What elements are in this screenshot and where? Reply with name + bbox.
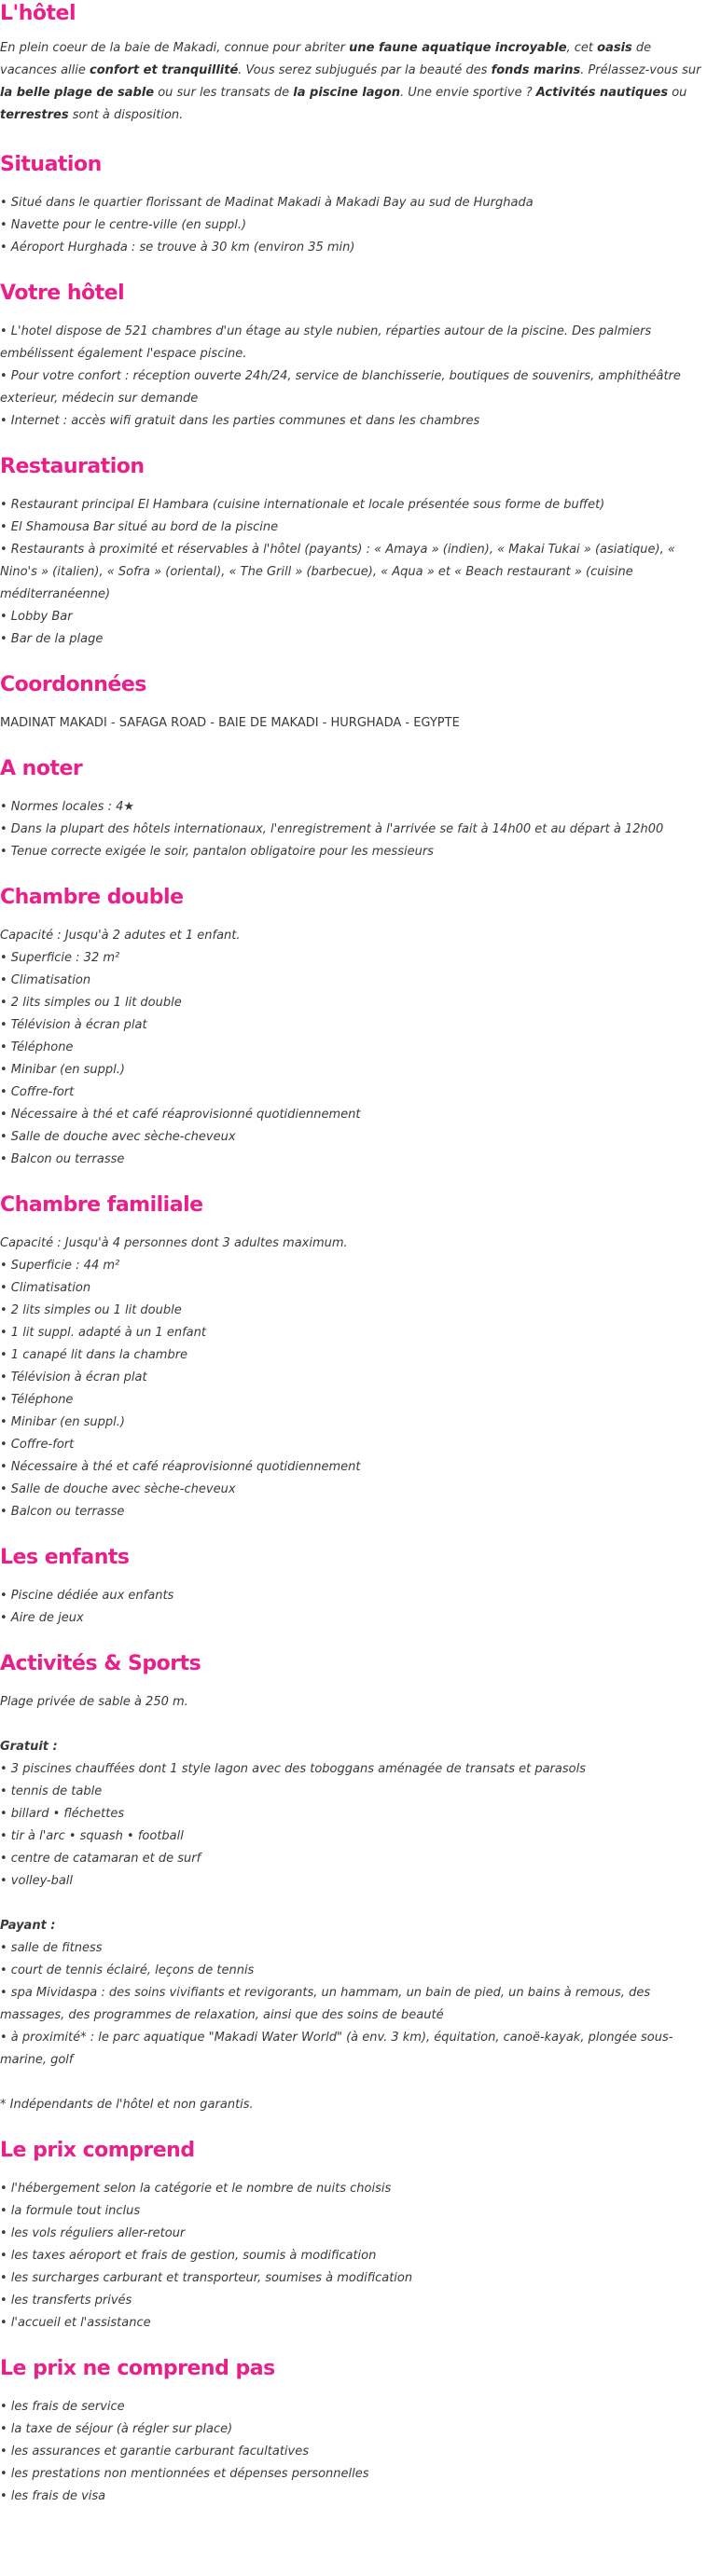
list-item: • à proximité* : le parc aquatique "Makadi Water World" (à env. 3 km), équitation, canoë-kayak, plongée sous-marine, golf [0,2031,673,2067]
list-item: • tennis de table [0,1784,103,1798]
section-title-prix-ne-comprend-pas: Le prix ne comprend pas [0,2357,275,2380]
enfants-list [0,1585,701,1630]
list-item: • Télévision à écran plat [0,1018,147,1032]
list-item: • Coffre-fort [0,1438,75,1452]
beach-info: Plage privée de sable à 250 m. [0,1695,188,1709]
list-item: • Restaurant principal El Hambara (cuisine internationale et locale présentée sous forme de buffet) [0,498,605,512]
intro-text: En plein coeur de la baie de Makadi, connue pour abriter [0,41,350,55]
list-item: • centre de catamaran et de surf [0,1852,201,1866]
section-title-a-noter: A noter [0,757,83,780]
section-title-prix-comprend: Le prix comprend [0,2139,195,2162]
intro-bold: oasis [597,41,632,55]
payant-list [0,1937,701,2072]
capacity: Capacité : Jusqu'à 4 personnes dont 3 adultes maximum. [0,1236,348,1250]
list-item: • 1 lit suppl. adapté à un 1 enfant [0,1326,206,1340]
footnote: * Indépendants de l'hôtel et non garantis. [0,2098,254,2112]
list-item: • El Shamousa Bar situé au bord de la piscine [0,520,279,534]
list-item: • billard • fléchettes [0,1807,125,1821]
section-title-votre-hotel: Votre hôtel [0,282,125,305]
section-title-coordonnees: Coordonnées [0,673,146,696]
intro-bold: terrestres [0,108,69,122]
intro-text: sont à disposition. [68,108,184,122]
list-item: • Dans la plupart des hôtels internationaux, l'enregistrement à l'arrivée se fait à 14h00 et au départ à 12h00 [0,822,664,836]
list-item: • L'hotel dispose de 521 chambres d'un étage au style nubien, réparties autour de la piscine. Des palmiers embélissent également l'espace piscine. [0,324,652,361]
list-item: • Climatisation [0,973,91,987]
section-chambre-double [0,884,701,1171]
list-item: • les prestations non mentionnées et dépenses personnelles [0,2467,369,2481]
list-item: • 3 piscines chauffées dont 1 style lagon avec des toboggans aménagée de transats et parasols [0,1762,586,1776]
list-item: • Internet : accès wifi gratuit dans les parties communes et dans les chambres [0,414,480,428]
list-item: • spa Mividaspa : des soins vivifiants et revigorants, un hammam, un bain de pied, un bains à remous, des massages, des programmes de relaxation, ainsi que des soins de beauté [0,1986,651,2022]
intro-text: ou sur les transats de [154,86,294,100]
section-prix-comprend [0,2137,701,2335]
list-item: • Bar de la plage [0,632,104,646]
restauration-list [0,494,701,651]
chambre-familiale-list [0,1255,701,1523]
section-title-situation: Situation [0,153,102,176]
list-item: • Navette pour le centre-ville (en suppl.) [0,218,247,232]
intro-bold: confort et tranquillité [90,63,239,77]
section-title-chambre-double: Chambre double [0,886,184,909]
section-title-activites: Activités & Sports [0,1652,201,1675]
intro-text: ou [668,86,687,100]
list-item: • Salle de douche avec sèche-cheveux [0,1130,236,1144]
list-item: • la formule tout inclus [0,2204,141,2218]
list-item: • Situé dans le quartier florissant de Madinat Makadi à Makadi Bay au sud de Hurghada [0,196,534,210]
list-item: • Téléphone [0,1393,74,1407]
hotel-intro [0,37,701,127]
list-item: • Minibar (en suppl.) [0,1063,125,1077]
list-item: • Nécessaire à thé et café réaprovisionné quotidiennement [0,1108,361,1122]
intro-text: . Prélassez-vous sur [580,63,701,77]
section-title-restauration: Restauration [0,455,145,478]
section-situation [0,151,701,259]
capacity: Capacité : Jusqu'à 2 adutes et 1 enfant. [0,929,241,943]
list-item: • Salle de douche avec sèche-cheveux [0,1482,236,1496]
section-activites [0,1650,701,2116]
prix-ne-comprend-pas-list [0,2396,701,2508]
gratuit-list [0,1758,701,1893]
intro-bold: une faune aquatique incroyable [349,41,567,55]
list-item: • Climatisation [0,1281,91,1295]
list-item: • les frais de service [0,2400,125,2414]
list-item: • les assurances et garantie carburant facultatives [0,2445,310,2459]
votre-hotel-list [0,321,701,433]
list-item: • tir à l'arc • squash • football [0,1829,184,1843]
list-item: • les vols réguliers aller-retour [0,2226,186,2240]
list-item: • volley-ball [0,1874,74,1888]
list-item: • les frais de visa [0,2489,106,2503]
intro-text: . Vous serez subjugués par la beauté des [238,63,492,77]
prix-comprend-list [0,2178,701,2335]
list-item: • Normes locales : 4★ [0,800,135,814]
list-item: • Superficie : 44 m² [0,1259,120,1273]
section-enfants [0,1544,701,1630]
address: MADINAT MAKADI - SAFAGA ROAD - BAIE DE MAKADI - HURGHADA - EGYPTE [0,716,460,730]
list-item: • les taxes aéroport et frais de gestion, soumis à modification [0,2249,377,2263]
list-item: • les transferts privés [0,2294,132,2307]
section-title-chambre-familiale: Chambre familiale [0,1193,203,1217]
list-item: • 2 lits simples ou 1 lit double [0,1303,182,1317]
list-item: • Piscine dédiée aux enfants [0,1589,174,1603]
list-item: • Nécessaire à thé et café réaprovisionné quotidiennement [0,1460,361,1474]
list-item: • l'accueil et l'assistance [0,2316,151,2330]
intro-bold: Activités nautiques [535,86,669,100]
list-item: • Tenue correcte exigée le soir, pantalon obligatoire pour les messieurs [0,845,434,859]
section-hotel [0,0,701,127]
list-item: • salle de fitness [0,1941,103,1955]
intro-text: de vacances allie [0,41,652,77]
list-item: • l'hébergement selon la catégorie et le nombre de nuits choisis [0,2182,392,2196]
list-item: • Aéroport Hurghada : se trouve à 30 km (environ 35 min) [0,241,355,255]
section-a-noter [0,755,701,863]
list-item: • Balcon ou terrasse [0,1152,125,1166]
list-item: • 1 canapé lit dans la chambre [0,1348,188,1362]
list-item: • Télévision à écran plat [0,1371,147,1384]
list-item: • 2 lits simples ou 1 lit double [0,996,182,1010]
list-item: • Pour votre confort : réception ouverte 24h/24, service de blanchisserie, boutiques de souvenirs, amphithéâtre exterieur, médecin sur demande [0,369,681,406]
intro-bold: la belle plage de sable [0,86,155,100]
gratuit-label: Gratuit : [0,1740,58,1754]
list-item: • Superficie : 32 m² [0,951,120,965]
payant-label: Payant : [0,1919,56,1933]
section-restauration [0,453,701,651]
list-item: • Balcon ou terrasse [0,1505,125,1519]
a-noter-list [0,796,701,863]
list-item: • Lobby Bar [0,610,73,624]
list-item: • les surcharges carburant et transporteur, soumises à modification [0,2271,413,2285]
section-coordonnees [0,671,701,735]
section-prix-ne-comprend-pas [0,2355,701,2508]
section-title-enfants: Les enfants [0,1546,130,1569]
intro-bold: la piscine lagon [293,86,401,100]
intro-bold: fonds marins [491,63,581,77]
section-votre-hotel [0,280,701,433]
list-item: • court de tennis éclairé, leçons de tennis [0,1963,255,1977]
list-item: • Coffre-fort [0,1085,75,1099]
situation-list [0,192,701,259]
section-chambre-familiale [0,1192,701,1523]
chambre-double-list [0,947,701,1171]
list-item: • Restaurants à proximité et réservables à l'hôtel (payants) : « Amaya » (indien), « Makai Tukai » (asiatique), « Nino's » (italien), « Sofra » (oriental), « The Grill » (barbecue), « Aqua » et « Beach restaurant » (cuisine méditerranéenne) [0,543,675,601]
section-title-hotel: L'hôtel [0,2,76,25]
list-item: • Aire de jeux [0,1611,84,1625]
list-item: • Minibar (en suppl.) [0,1415,125,1429]
intro-text: . Une envie sportive ? [400,86,536,100]
intro-text: , cet [566,41,598,55]
list-item: • la taxe de séjour (à régler sur place) [0,2422,233,2436]
list-item: • Téléphone [0,1040,74,1054]
